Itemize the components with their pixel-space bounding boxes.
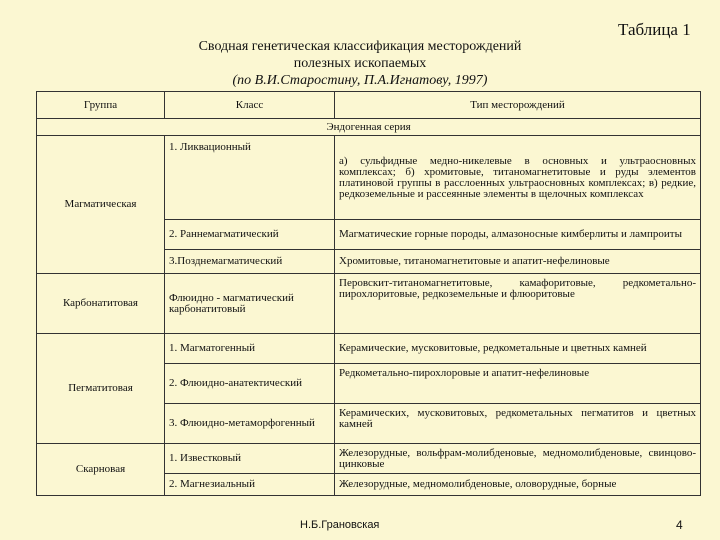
- class-cell: 1. Магматогенный: [165, 334, 335, 364]
- series-row: [37, 119, 701, 136]
- table-row: [37, 444, 701, 474]
- type-cell: Редкометально-пирохлоровые и апатит-нефелиновые: [335, 364, 701, 404]
- table-row: [37, 136, 701, 220]
- page-number: 4: [676, 518, 683, 532]
- class-cell: 2. Флюидно-анатектический: [165, 364, 335, 404]
- title-line-2: полезных ископаемых: [293, 56, 427, 71]
- type-cell: Керамические, мусковитовые, редкометальные и цветных камней: [335, 334, 701, 364]
- group-skarn: Скарновая: [37, 444, 165, 496]
- class-cell: 1. Ликвационный: [165, 136, 335, 220]
- series-label: Эндогенная серия: [37, 119, 701, 136]
- header-group: Группа: [37, 92, 165, 119]
- type-cell: Магматические горные породы, алмазоносные кимберлиты и лампроиты: [335, 220, 701, 250]
- type-cell: Хромитовые, титаномагнетитовые и апатит-нефелиновые: [335, 250, 701, 274]
- title-authors: (по В.И.Старостину, П.А.Игнатову, 1997): [232, 73, 488, 88]
- table-row: [37, 334, 701, 364]
- document-title: [120, 38, 600, 89]
- group-magmatic: Магматическая: [37, 136, 165, 274]
- type-cell: а) сульфидные медно-никелевые в основных и ультраосновных комплексах; б) хромитовые, титаномагнетитовые и руды элементов платиновой группы в расслоенных ультраосновных комплексах; в) редкие, редкоземельные и рассеянные элементы в щелочных комплексах: [335, 136, 701, 220]
- header-type: Тип месторождений: [335, 92, 701, 119]
- class-cell: 3.Позднемагматический: [165, 250, 335, 274]
- class-cell: Флюидно - магматический карбонатитовый: [165, 274, 335, 334]
- type-cell: Железорудные, медномолибденовые, оловорудные, борные: [335, 474, 701, 496]
- class-cell: 2. Магнезиальный: [165, 474, 335, 496]
- footer-author: Н.Б.Грановская: [300, 519, 380, 531]
- class-cell: 2. Раннемагматический: [165, 220, 335, 250]
- header-class: Класс: [165, 92, 335, 119]
- type-cell: Железорудные, вольфрам-молибденовые, медномолибденовые, свинцово-цинковые: [335, 444, 701, 474]
- table-row: [37, 274, 701, 334]
- header-row: [37, 92, 701, 119]
- classification-table: [36, 91, 701, 496]
- group-pegmatite: Пегматитовая: [37, 334, 165, 444]
- class-cell: 3. Флюидно-метаморфогенный: [165, 404, 335, 444]
- title-line-1: Сводная генетическая классификация месторождений: [198, 39, 522, 54]
- class-cell: 1. Известковый: [165, 444, 335, 474]
- table-number: Таблица 1: [618, 20, 691, 39]
- group-carbonatite: Карбонатитовая: [37, 274, 165, 334]
- type-cell: Керамических, мусковитовых, редкометальных пегматитов и цветных камней: [335, 404, 701, 444]
- type-cell: Перовскит-титаномагнетитовые, камафоритовые, редкометально-пирохлоритовые, редкоземельные и флюоритовые: [335, 274, 701, 334]
